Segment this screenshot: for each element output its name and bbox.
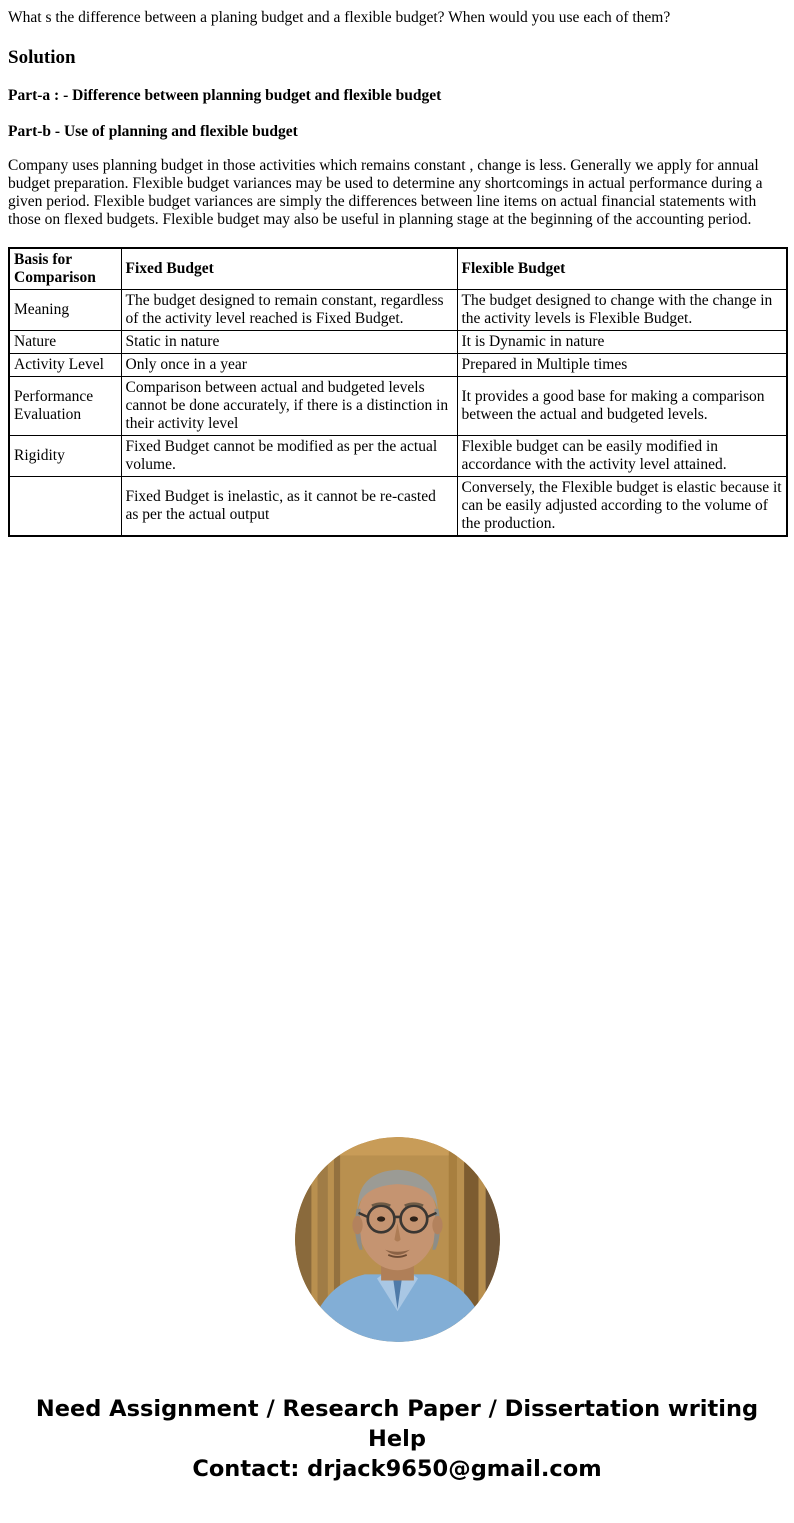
table-cell: Meaning [9,290,121,331]
table-cell: The budget designed to remain constant, regardless of the activity level reached is Fixed Budget. [121,290,457,331]
avatar-container [8,1137,786,1342]
table-row-elasticity [9,477,787,537]
table-header-fixed-budget: Fixed Budget [121,248,457,290]
solution-paragraph: Company uses planning budget in those activities which remains constant , change is less. Generally we apply for annual budget preparation. Flexible budget variances may be used to determine any shortcomings in actual performance during a given period. Flexible budget variances are simply the differences between line items on actual financial statements with those on flexed budgets. Flexible budget may also be useful in planning stage at the beginning of the accounting period. [8,157,763,228]
table-cell: Prepared in Multiple times [457,354,787,377]
table-row-performance-evaluation [9,377,787,436]
table-cell: Static in nature [121,331,457,354]
tutor-portrait-photo-icon [295,1137,500,1342]
table-cell: Rigidity [9,436,121,477]
part-b-heading: Part-b - Use of planning and flexible budget [8,123,298,140]
table-row-activity-level [9,354,787,377]
table-cell: Performance Evaluation [9,377,121,436]
table-cell: Activity Level [9,354,121,377]
table-cell: Fixed Budget cannot be modified as per the actual volume. [121,436,457,477]
table-row-meaning [9,290,787,331]
part-a-heading: Part-a : - Difference between planning budget and flexible budget [8,87,442,104]
solution-heading: Solution [8,47,76,68]
comparison-table [8,247,788,537]
table-header-row [9,248,787,290]
footer [8,1394,786,1484]
table-header-flexible-budget: Flexible Budget [457,248,787,290]
table-cell: Fixed Budget is inelastic, as it cannot be re-casted as per the actual output [121,477,457,537]
footer-contact-text: Contact: drjack9650@gmail.com [192,1456,602,1482]
table-cell: It provides a good base for making a comparison between the actual and budgeted levels. [457,377,787,436]
question-text: What s the difference between a planing budget and a flexible budget? When would you use each of them? [8,9,671,26]
table-cell: It is Dynamic in nature [457,331,787,354]
table-header-basis: Basis for Comparison [9,248,121,290]
table-cell [9,477,121,537]
table-cell: Nature [9,331,121,354]
table-cell: The budget designed to change with the change in the activity levels is Flexible Budget. [457,290,787,331]
table-cell: Only once in a year [121,354,457,377]
table-row-nature [9,331,787,354]
table-cell: Conversely, the Flexible budget is elastic because it can be easily adjusted according to the volume of the production. [457,477,787,537]
footer-help-text: Need Assignment / Research Paper / Dissertation writing Help [35,1396,759,1452]
table-cell: Comparison between actual and budgeted levels cannot be done accurately, if there is a distinction in their activity level [121,377,457,436]
table-row-rigidity [9,436,787,477]
table-cell: Flexible budget can be easily modified in accordance with the activity level attained. [457,436,787,477]
